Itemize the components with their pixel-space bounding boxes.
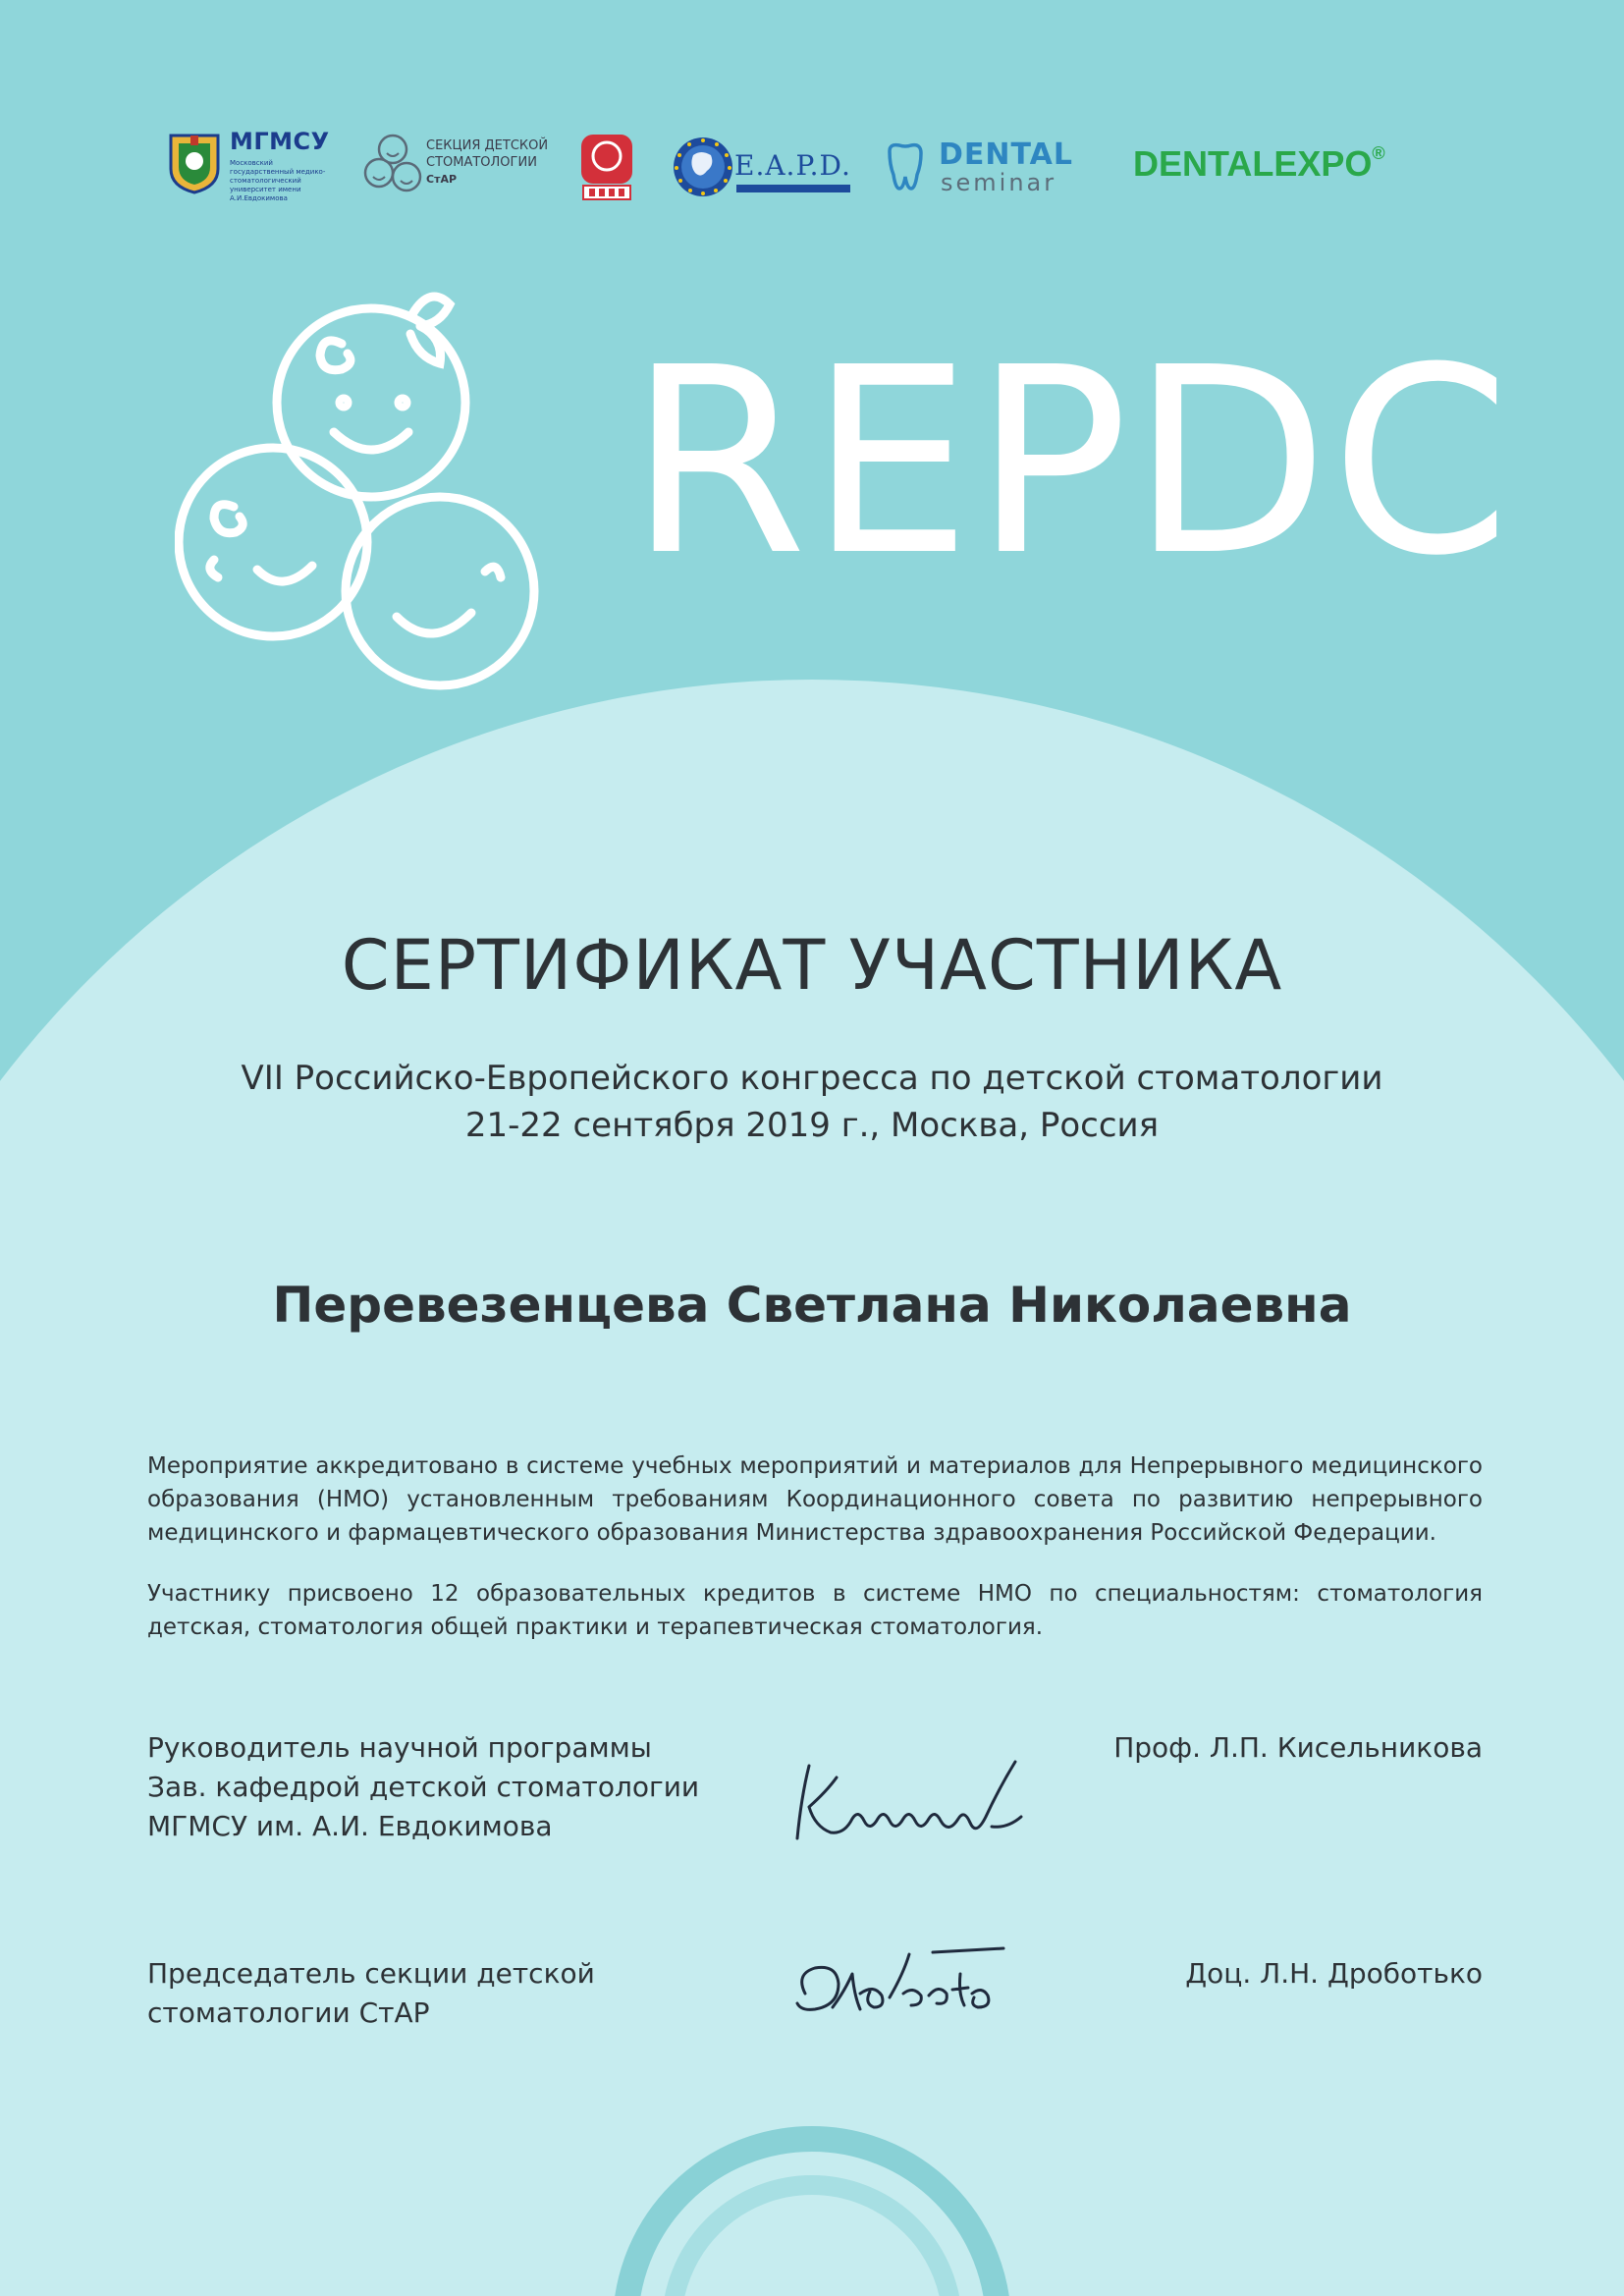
three-smiling-faces-emblem-icon [175,275,558,697]
participant-name: Перевезенцева Светлана Николаевна [272,1277,1352,1334]
accreditation-paragraph: Мероприятие аккредитовано в системе учебных мероприятий и материалов для Непрерывного медицинского образования (НМО) установленным требованиям Координационного совета по развитию непрерывного медицинского и фармацевтического образования Министерства здравоохранения Российской Федерации. [147,1453,1483,1546]
star-abbreviation: СтАР [426,173,458,186]
eapd-title: E.A.P.D. [734,149,851,182]
first-signatory-role [147,1728,699,1846]
first-role-line3: МГМСУ им. А.И. Евдокимова [147,1810,553,1842]
congress-date-place: 21-22 сентября 2019 г., Москва, Россия [464,1106,1160,1145]
dentalexpo-logo [1133,143,1457,192]
first-role-line2: Зав. кафедрой детской стоматологии [147,1771,700,1803]
star-line2: СТОМАТОЛОГИИ [426,155,537,170]
registered-mark: ® [1372,143,1385,163]
repdc-title: REPDC [628,312,1513,612]
mgmsu-subtitle: Московский государственный медико-стоматологический университет имени А.И.Евдокимова [230,159,326,202]
eapd-underline [736,185,850,192]
certificate-subtitle [0,1055,1624,1149]
europe-globe-icon [672,136,734,198]
partner-logos-row [0,0,1624,255]
star-section-title [426,137,548,171]
mgmsu-title: МГМСУ [230,128,330,155]
mgmsu-emblem-icon [167,130,222,194]
congress-name: VII Российско-Европейского конгресса по детской стоматологии [241,1059,1383,1098]
star-section-logo [363,132,560,200]
tooth-icon [886,141,925,192]
dental-word: DENTAL [939,137,1073,172]
certificate-title: СЕРТИФИКАТ УЧАСТНИКА [341,925,1283,1006]
first-signatory-name: Проф. Л.П. Кисельникова [1113,1731,1483,1764]
star-line1: СЕКЦИЯ ДЕТСКОЙ [426,138,549,153]
mgmsu-logo [167,126,334,204]
smiling-faces-icon [363,132,424,196]
first-role-line1: Руководитель научной программы [147,1731,652,1764]
credits-paragraph: Участнику присвоено 12 образовательных кредитов в системе НМО по специальностям: стоматология детская, стоматология общей практики и терапевтическая стоматология. [147,1581,1483,1640]
second-role-line2: стоматологии СтАР [147,1996,430,2029]
second-role-line1: Председатель секции детской [147,1957,595,1990]
second-signatory-role [147,1954,595,2033]
society-stamp-logo [579,133,634,203]
second-signatory-name: Доц. Л.Н. Дроботько [1185,1957,1483,1990]
eapd-logo [672,136,858,206]
red-seal-icon [579,133,634,203]
second-handwritten-signature [776,1935,1051,2033]
dentalexpo-title: DENTALEXPO [1133,143,1373,184]
first-handwritten-signature [776,1748,1051,1856]
dental-seminar-logo [886,137,1102,198]
seminar-word: seminar [941,169,1057,196]
